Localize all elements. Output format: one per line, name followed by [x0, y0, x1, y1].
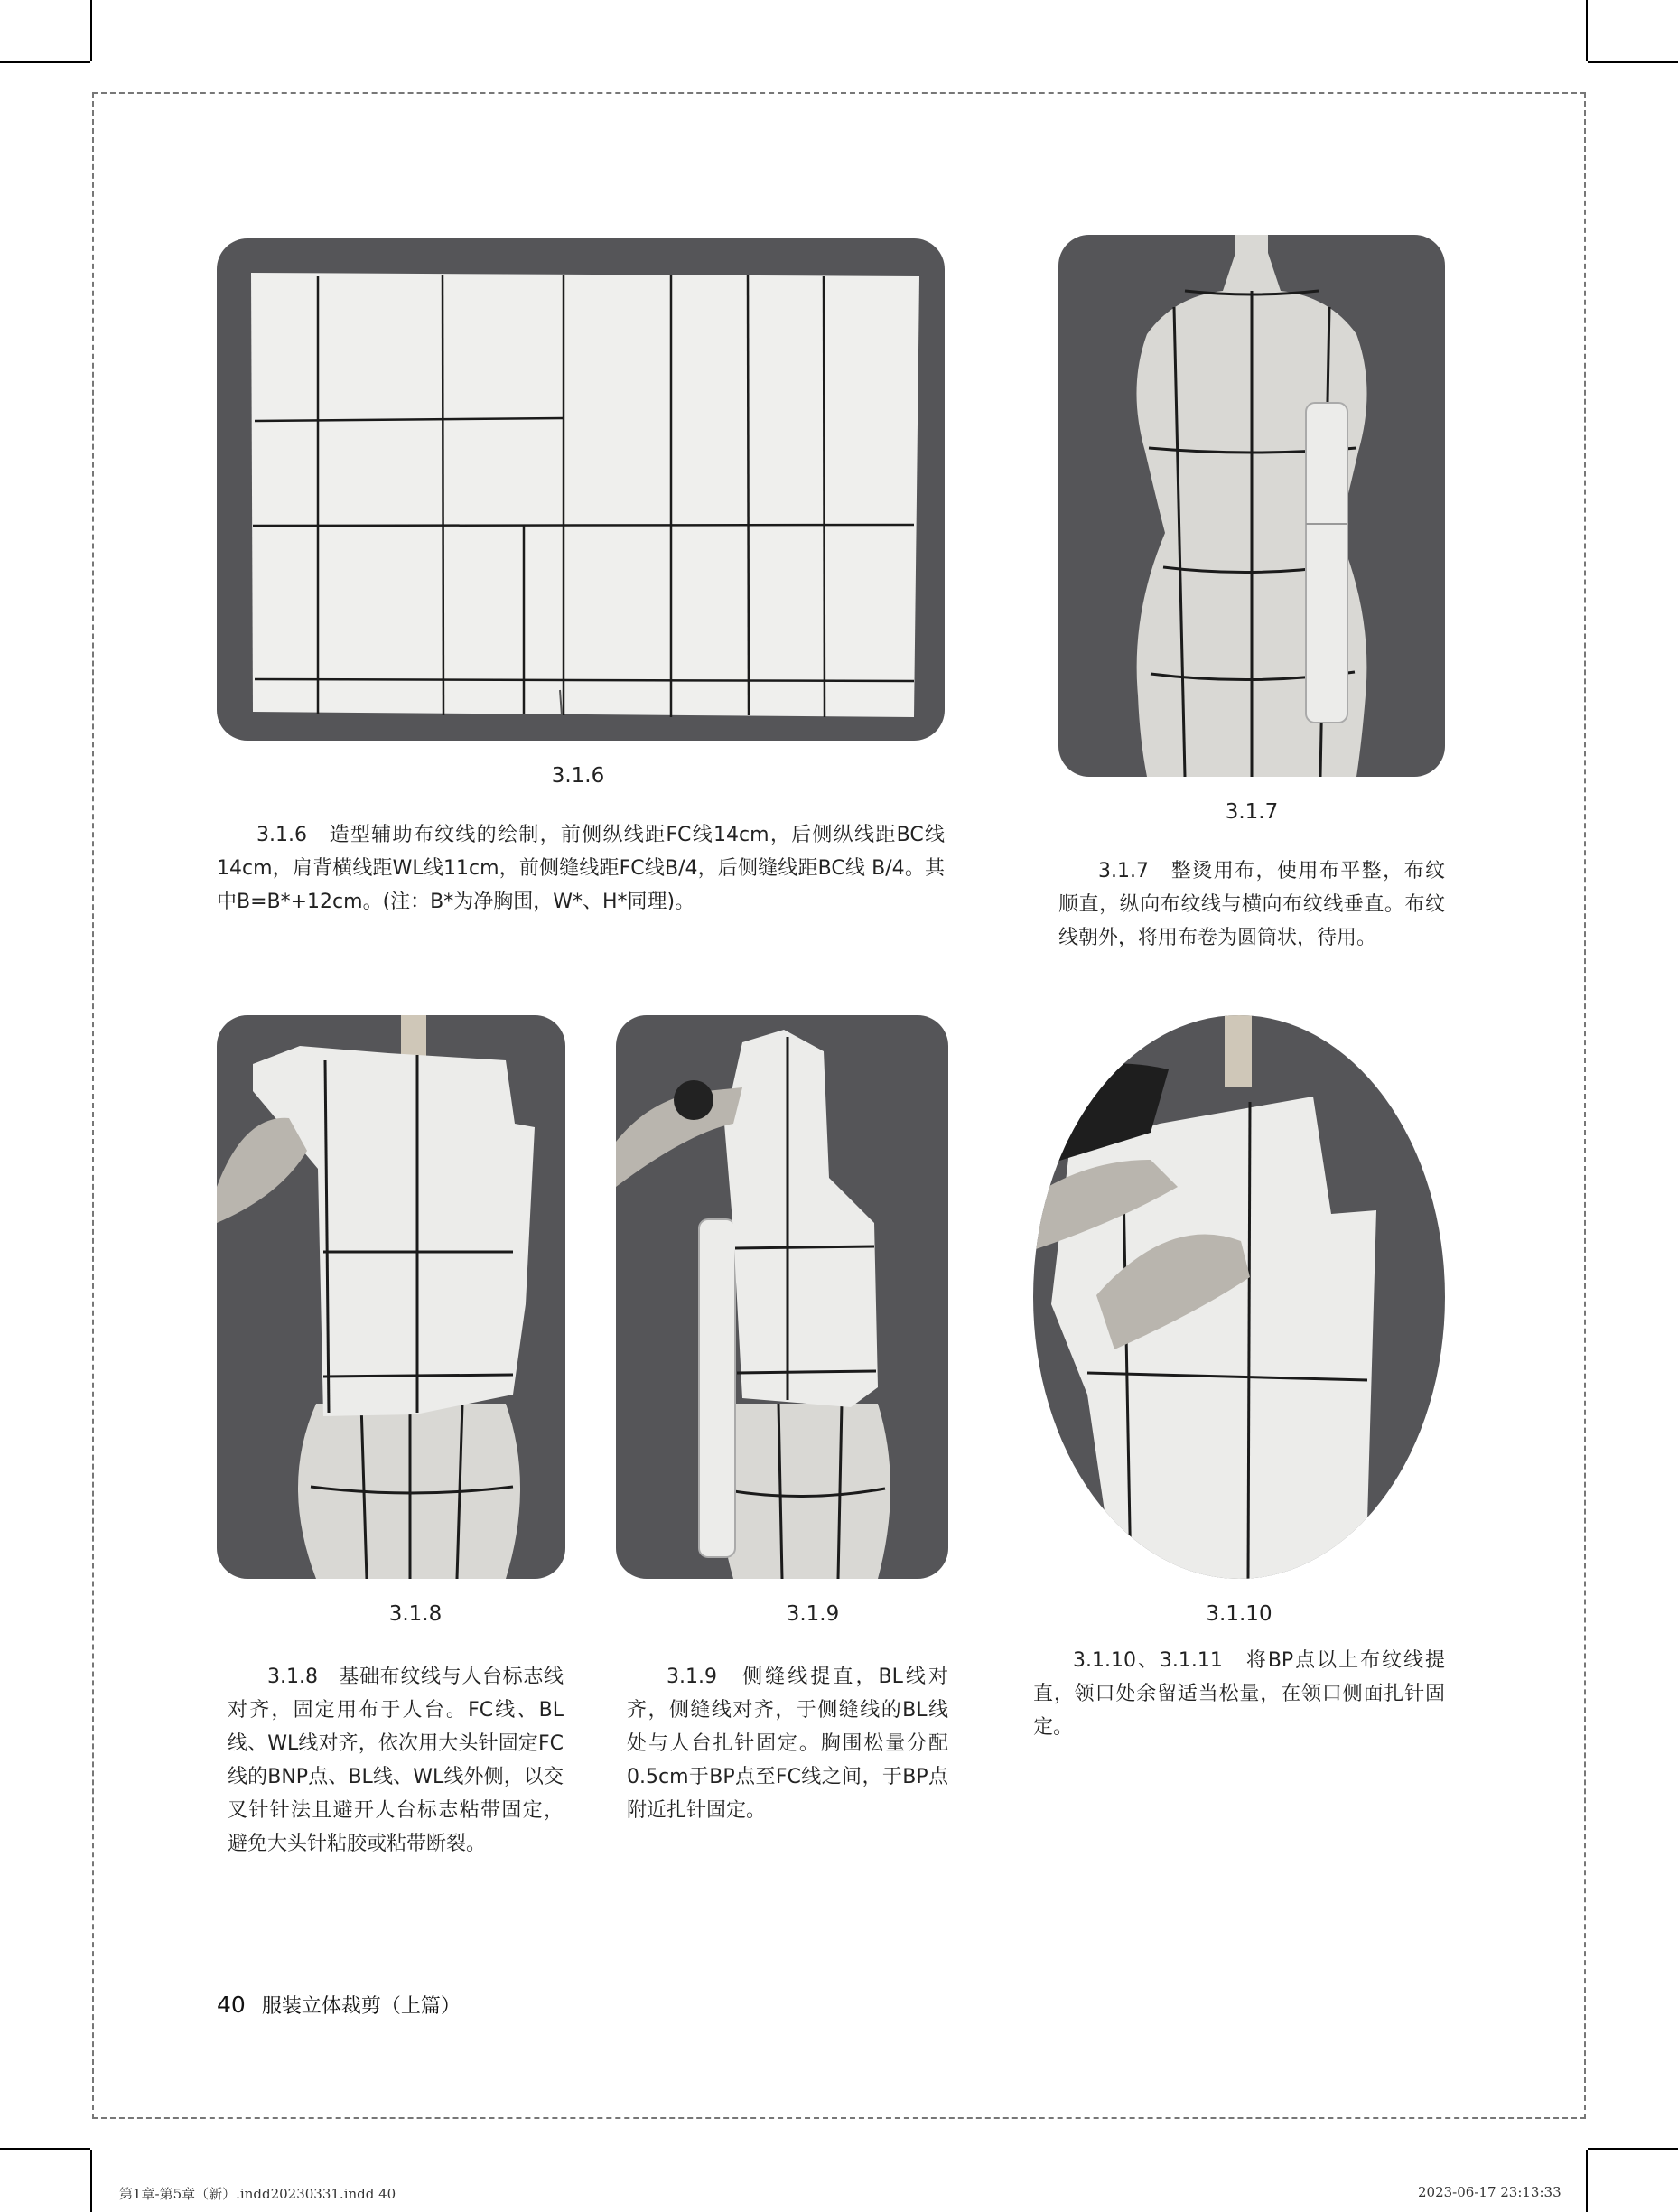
draping-step-illustration: [217, 1015, 565, 1579]
figure-3-1-7-photo: [1058, 235, 1445, 777]
draping-step-illustration: [1033, 1015, 1445, 1579]
figure-caption: 3.1.6: [551, 764, 605, 788]
paragraph-3-1-10: 3.1.10、3.1.11 将BP点以上布纹线提直，领口处余留适当松量，在领口侧面扎针固定。: [1033, 1649, 1445, 1739]
crop-mark: [1588, 61, 1678, 63]
figure-3-1-9-photo: [616, 1015, 948, 1579]
figure-caption: 3.1.9: [786, 1602, 840, 1626]
crop-mark: [1586, 2150, 1588, 2212]
paragraph-3-1-8: 3.1.8 基础布纹线与人台标志线对齐，固定用布于人台。FC线、BL线、WL线对齐，依次用大头针固定FC线的BNP点、BL线、WL线外侧，以交叉针针法且避开人台标志粘带固定，避免大头针粘胶或粘带断裂。: [228, 1666, 564, 1855]
crop-mark: [0, 2148, 90, 2150]
page-footer: [217, 1991, 461, 2019]
figure-3-1-6-photo: [217, 238, 945, 741]
figure-caption: 3.1.10: [1206, 1602, 1272, 1626]
paragraph-3-1-7: 3.1.7 整烫用布，使用布平整，布纹顺直，纵向布纹线与横向布纹线垂直。布纹线朝外，将用布卷为圆筒状，待用。: [1058, 860, 1445, 949]
figure-3-1-10-photo: [1033, 1015, 1445, 1579]
figure-3-1-8-photo: [217, 1015, 565, 1579]
crop-mark: [1586, 0, 1588, 61]
crop-mark: [1588, 2148, 1678, 2150]
crop-mark: [90, 2150, 92, 2212]
crop-mark: [0, 61, 90, 63]
figure-caption: 3.1.7: [1225, 800, 1279, 824]
book-title: 服装立体裁剪（上篇）: [261, 1995, 461, 2018]
page-number: 40: [217, 1992, 246, 2018]
dress-form-illustration: [1058, 235, 1445, 777]
fabric-grid-illustration: [217, 238, 945, 741]
draping-step-illustration: [616, 1015, 948, 1579]
slug-timestamp: 2023-06-17 23:13:33: [1418, 2184, 1561, 2200]
figure-caption: 3.1.8: [388, 1602, 443, 1626]
paragraph-3-1-9: 3.1.9 侧缝线提直，BL线对齐，侧缝线对齐，于侧缝线的BL线处与人台扎针固定。胸围松量分配0.5cm于BP点至FC线之间，于BP点附近扎针固定。: [627, 1666, 948, 1822]
crop-mark: [90, 0, 92, 61]
slug-filename: 第1章-第5章（新）.indd20230331.indd 40: [119, 2186, 396, 2202]
paragraph-3-1-6: 3.1.6 造型辅助布纹线的绘制，前侧纵线距FC线14cm，后侧纵线距BC线14cm，肩背横线距WL线11cm，前侧缝线距FC线B/4，后侧缝线距BC线 B/4。其中B=B*+12cm。(注：B*为净胸围，W*、H*同理)。: [217, 824, 945, 913]
